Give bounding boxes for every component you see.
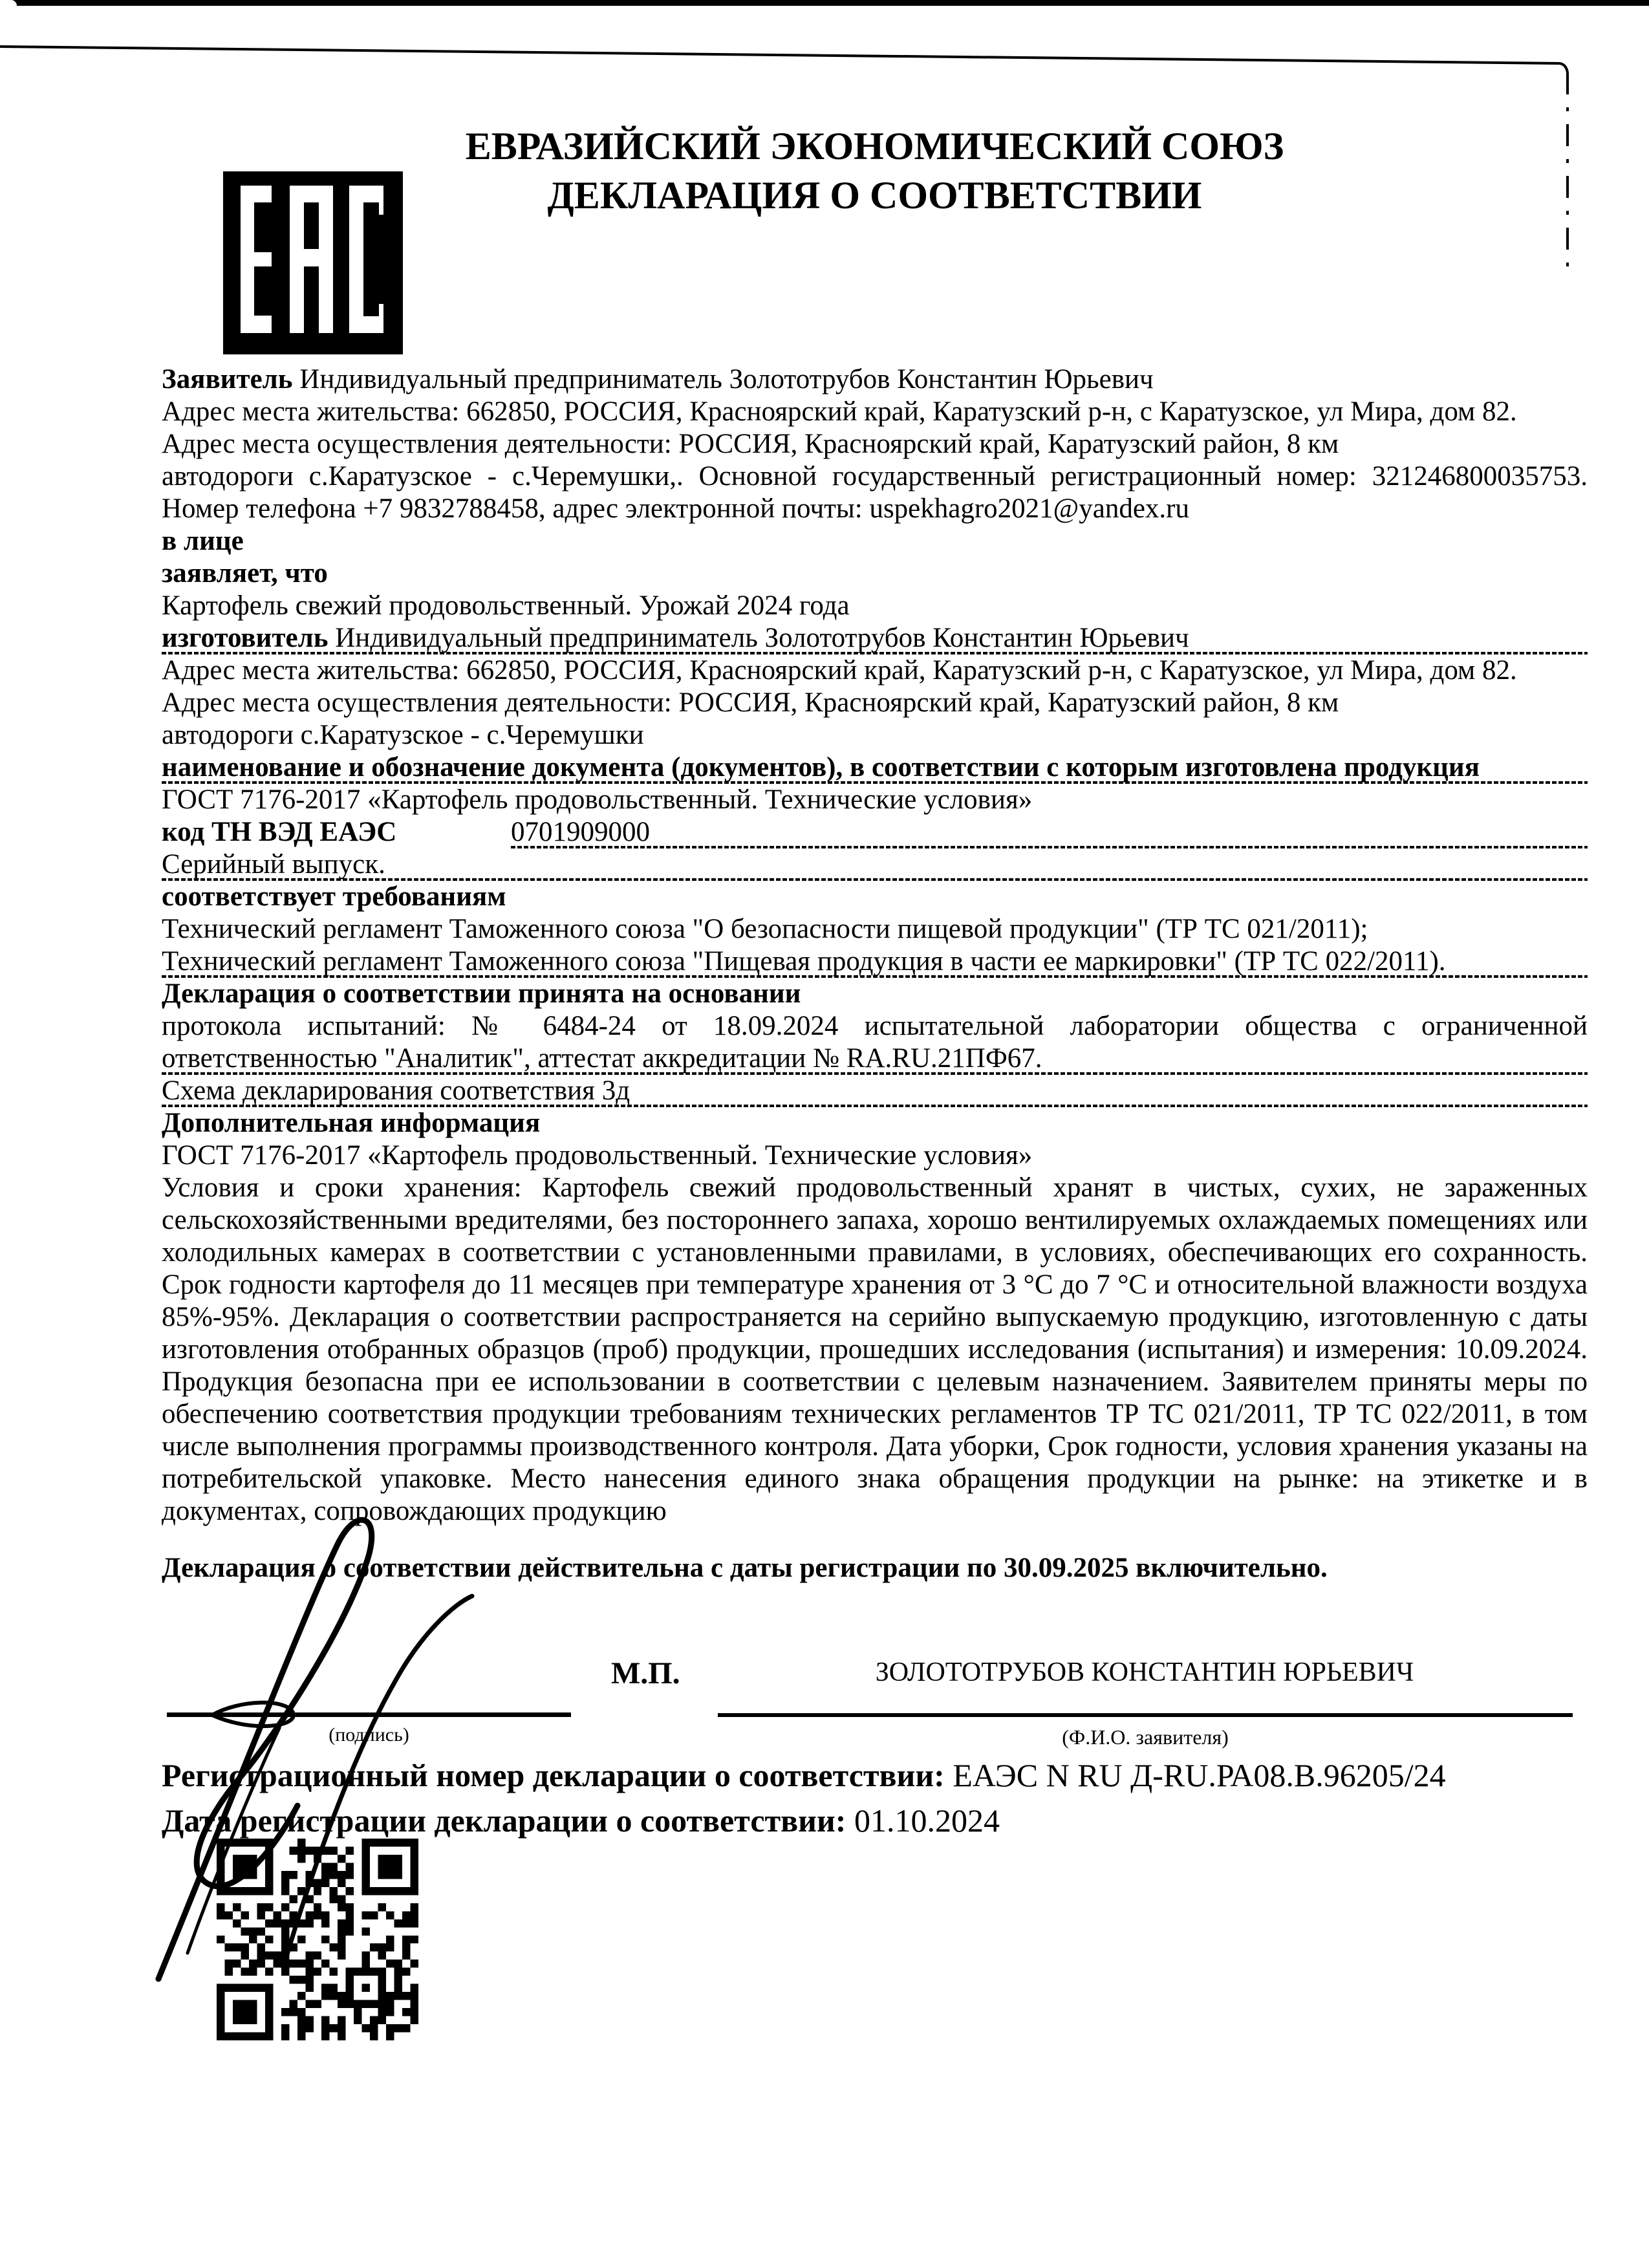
manufacturer-label: изготовитель [162,623,329,653]
registration-number-value: ЕАЭС N RU Д-RU.РА08.В.96205/24 [944,1757,1446,1793]
additional-info-heading: Дополнительная информация [162,1108,541,1138]
regulation-2: Технический регламент Таможенного союза "Пищевая продукция в части ее маркировки" (ТР ТС 022/2011). [162,945,1588,978]
stamp-place-label: М.П. [611,1656,680,1690]
registration-date-line [162,1802,1623,1839]
tnved-value: 0701909000 [511,816,1588,848]
registration-date-label: Дата регистрации декларации о соответствии: [162,1802,846,1839]
storage-conditions-paragraph: Условия и сроки хранения: Картофель свежий продовольственный хранят в чистых, сухих, не зараженных сельскохозяйственными вредителями, без постороннего запаха, хорошо вентилируемых охлаждаемых помещениях или холодильных камерах в соответствии с установленными правилами, в условиях, обеспечивающих его сохранность. Срок годности картофеля до 11 месяцев при температуре хранения от 3 °С до 7 °С и относительной влажности воздуха 85%-95%. Декларация о соответствии распространяется на серийно выпускаемую продукцию, изготовленную с даты изготовления отобранных образцов (проб) продукции, прошедших исследования (испытания) и измерения: 10.09.2024. Продукция безопасна при ее использовании в соответствии с целевым назначением. Заявителем приняты меры по обеспечению соответствия продукции требованиям технических регламентов ТР ТС 021/2011, ТР ТС 022/2011, в том числе выполнения программы производственного контроля. Дата уборки, Срок годности, условия хранения указаны на потребительской упаковке. Место нанесения единого знака обращения продукции на рынке: на этикетке и в документах, сопровождающих продукцию [162,1172,1588,1526]
applicant-label: Заявитель [162,364,293,394]
applicant-line [162,363,1588,396]
signature-line [167,1712,571,1717]
serial-line: Серийный выпуск. [162,848,1588,881]
validity-line: Декларация о соответствии действительна с даты регистрации по 30.09.2025 включительно. [162,1553,1328,1583]
title-line-union: ЕВРАЗИЙСКИЙ ЭКОНОМИЧЕСКИЙ СОЮЗ [465,125,1284,167]
protocol-line-2: ответственностью "Аналитик", аттестат аккредитации № RA.RU.21ПФ67. [162,1042,1588,1075]
title-line-declaration: ДЕКЛАРАЦИЯ О СООТВЕТСТВИИ [547,174,1202,217]
applicant-home-address: Адрес места жительства: 662850, РОССИЯ, Красноярский край, Каратузский р-н, с Каратузское, ул Мира, дом 82. [162,396,1517,427]
document-basis-heading: наименование и обозначение документа (документов), в соответствии с которым изготовлена продукция [162,751,1588,784]
manufacturer-line [162,622,1588,654]
additional-gost-line: ГОСТ 7176-2017 «Картофель продовольственный. Технические условия» [162,1140,1033,1171]
tnved-label: код ТН ВЭД ЕАЭС [162,817,397,847]
regulation-1: Технический регламент Таможенного союза "О безопасности пищевой продукции" (ТР ТС 021/2011); [162,914,1368,944]
registration-date-value: 01.10.2024 [846,1802,1000,1839]
document-body [162,363,1588,1528]
manufacturer-text: Индивидуальный предприниматель Золототрубов Константин Юрьевич [328,623,1189,653]
manufacturer-activity-address: Адрес места осуществления деятельности: РОССИЯ, Красноярский край, Каратузский район, 8 км [162,687,1339,718]
fullname-caption: (Ф.И.О. заявителя) [1062,1725,1229,1749]
applicant-text: Индивидуальный предприниматель Золототрубов Константин Юрьевич [292,364,1154,394]
protocol-line-1: протокола испытаний: № 6484-24 от 18.09.2024 испытательной лаборатории общества с ограниченной [162,1011,1588,1041]
declares-line: заявляет, что [162,558,328,589]
applicant-phone-email: Номер телефона +7 9832788458, адрес электронной почты: uspekhagro2021@yandex.ru [162,493,1190,524]
qr-code-icon [217,1839,418,2040]
conformity-heading: соответствует требованиям [162,881,506,912]
in-face-line: в лице [162,526,244,556]
manufacturer-home-address: Адрес места жительства: 662850, РОССИЯ, Красноярский край, Каратузский р-н, с Каратузское, ул Мира, дом 82. [162,655,1517,686]
applicant-activity-address: Адрес места осуществления деятельности: РОССИЯ, Красноярский край, Каратузский район, 8 км [162,429,1339,459]
fullname-line [718,1713,1573,1717]
basis-heading: Декларация о соответствии принята на основании [162,978,801,1009]
registration-number-line [162,1756,1623,1794]
product-line: Картофель свежий продовольственный. Урожай 2024 года [162,590,850,621]
manufacturer-road: автодороги с.Каратузское - с.Черемушки [162,720,644,750]
applicant-fullname: ЗОЛОТОТРУБОВ КОНСТАНТИН ЮРЬЕВИЧ [875,1658,1414,1687]
gost-line: ГОСТ 7176-2017 «Картофель продовольственный. Технические условия» [162,784,1033,815]
scheme-line: Схема декларирования соответствия 3д [162,1075,1588,1107]
signature-caption: (подпись) [329,1724,409,1745]
registration-number-label: Регистрационный номер декларации о соответствии: [162,1757,945,1793]
document-title [162,122,1588,220]
tnved-line [162,816,1588,848]
applicant-road-ogrn: автодороги с.Каратузское - с.Черемушки,. Основной государственный регистрационный номер: 321246800035753. [162,461,1588,491]
